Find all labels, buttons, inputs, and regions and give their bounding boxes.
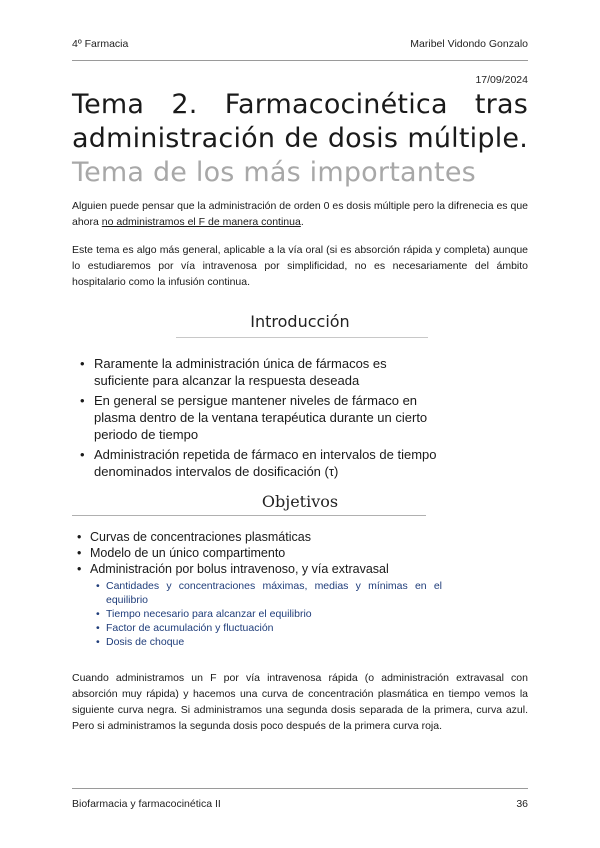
header-divider <box>72 60 528 61</box>
date: 17/09/2024 <box>475 74 528 86</box>
slide-intro-divider <box>176 337 428 338</box>
slide-objetivos-divider <box>72 515 426 516</box>
curves-paragraph: Cuando administramos un F por vía intravenosa rápida (o administración extravasal con absorción muy rápida) y hacemos una curva de concentración plasmática en tiempo vemos la siguiente curva negra. Si administramos una segunda dosis separada de la primera, curva azul. Pero si administramos la segunda dosis poco después de la primera curva roja. <box>72 672 528 732</box>
sublist-item: • Cantidades y concentraciones máximas, medias y mínimas en el equilibrio <box>106 579 442 607</box>
list-item: • En general se persigue mantener niveles de fármaco en plasma dentro de la ventana terapéutica durante un cierto periodo de tiempo <box>94 392 444 443</box>
list-item: • Modelo de un único compartimento <box>90 545 452 561</box>
page-header <box>72 38 528 54</box>
list-item-text: Administración por bolus intravenoso, y vía extravasal <box>90 562 389 576</box>
page-number: 36 <box>516 798 528 810</box>
list-item: • Curvas de concentraciones plasmáticas <box>90 529 452 545</box>
page-title <box>72 88 528 190</box>
sublist-item: • Tiempo necesario para alcanzar el equilibrio <box>106 607 442 621</box>
intro-paragraph <box>72 198 528 230</box>
slide-intro-title: Introducción <box>250 312 350 331</box>
page-footer <box>72 798 528 814</box>
list-item: • Administración repetida de fármaco en intervalos de tiempo denominados intervalos de dosificación (τ) <box>94 446 444 480</box>
list-item: • Raramente la administración única de fármacos es suficiente para alcanzar la respuesta deseada <box>94 355 444 389</box>
slide-objetivos-title: Objetivos <box>261 492 339 511</box>
intro-text-before: Alguien puede pensar que la administración de orden 0 es dosis múltiple pero la difrenecia es que ahora <box>72 200 528 228</box>
header-author: Maribel Vidondo Gonzalo <box>410 38 528 50</box>
scope-paragraph: Este tema es algo más general, aplicable a la vía oral (si es absorción rápida y completa) aunque lo estudiaremos por vía intravenosa por simplificidad, no es necesariamente del ámbito hospitalario como la infusión continua. <box>72 244 528 288</box>
footer-divider <box>72 788 528 789</box>
list-item <box>90 561 452 649</box>
objetivos-sublist <box>90 579 442 649</box>
intro-underlined-text: no administramos el F de manera continua <box>101 216 301 228</box>
sublist-item: • Factor de acumulación y fluctuación <box>106 621 442 635</box>
footer-subject: Biofarmacia y farmacocinética II <box>72 798 221 810</box>
header-course: 4º Farmacia <box>72 38 129 50</box>
title-highlight: Tema de los más importantes <box>72 157 476 188</box>
sublist-item: • Dosis de choque <box>106 635 442 649</box>
title-main: Tema 2. Farmacocinética tras administración de dosis múltiple. <box>72 89 528 154</box>
intro-text-after: . <box>300 216 304 228</box>
slide-intro-list <box>72 355 444 483</box>
slide-objetivos-list <box>72 529 452 649</box>
